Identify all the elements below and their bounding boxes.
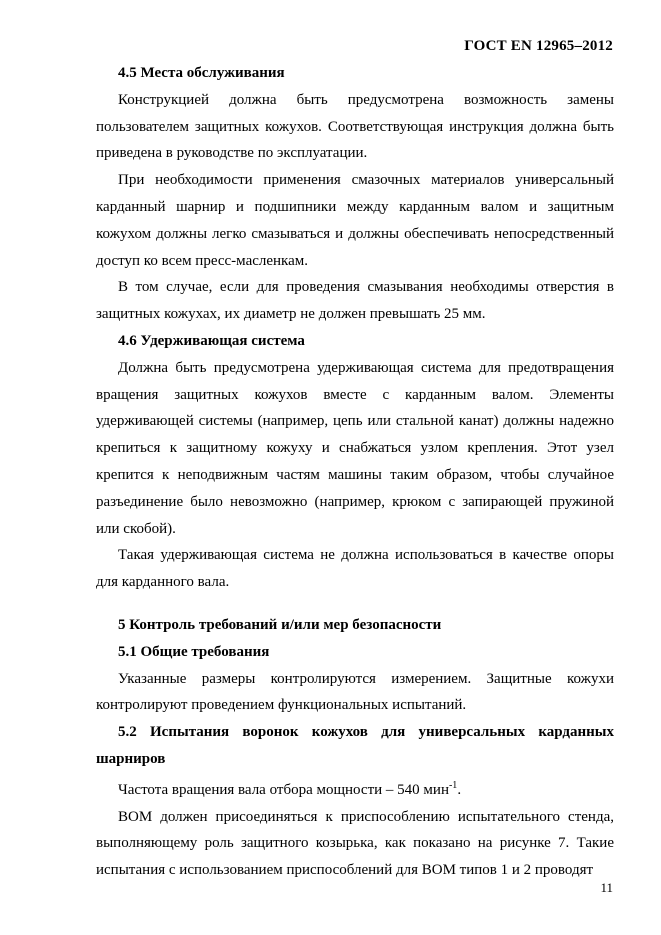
paragraph: Конструкцией должна быть предусмотрена возможность замены пользователем защитных кожухов. Соответствующая инструкция должна быть приведена в руководстве по эксплуатации.	[96, 91, 614, 162]
paragraph: При необходимости применения смазочных материалов универсальный карданный шарнир и подшипники между карданным валом и защитным кожухом должны легко смазываться и должны обеспечивать непосредственный доступ ко всем пресс-масленкам.	[96, 172, 614, 269]
section-heading-5-1: 5.1 Общие требования	[118, 643, 270, 660]
paragraph: Должна быть предусмотрена удерживающая система для предотвращения вращения защитных кожухов вместе с карданным валом. Элементы удерживающей системы (например, цепь или стальной канат) должны надежно крепиться к защитному кожуху и снабжаться узлом крепления. Этот узел крепится к неподвижным частям машины таким образом, чтобы случайное разъединение было невозможно (например, крюком с запирающей пружиной или скобой).	[96, 359, 614, 537]
paragraph: ВОМ должен присоединяться к приспособлению испытательного стенда, выполняющему роль защитного козырька, как показано на рисунке 7. Такие испытания с использованием приспособлений для ВОМ типов 1 и 2 проводят	[96, 808, 614, 879]
frequency-unit-exponent: -1	[448, 779, 458, 791]
paragraph: Такая удерживающая система не должна использоваться в качестве опоры для карданного вала.	[96, 547, 614, 591]
section-heading-5-2: 5.2 Испытания воронок кожухов для универсальных карданных шарниров	[96, 724, 614, 767]
section-heading-4-6: 4.6 Удерживающая система	[118, 332, 305, 349]
section-spacer	[96, 596, 614, 612]
frequency-text: Частота вращения вала отбора мощности – 540 мин	[118, 781, 449, 798]
frequency-period: .	[457, 781, 462, 798]
section-heading-4-5: 4.5 Места обслуживания	[118, 65, 285, 81]
section-heading-5: 5 Контроль требований и/или мер безопасности	[118, 616, 442, 633]
document-body	[96, 60, 614, 884]
page-number: 11	[600, 880, 613, 895]
standard-header: ГОСТ EN 12965–2012	[464, 38, 613, 54]
frequency-paragraph	[96, 773, 614, 804]
paragraph: В том случае, если для проведения смазывания необходимы отверстия в защитных кожухах, их диаметр не должен превышать 25 мм.	[96, 279, 614, 323]
paragraph: Указанные размеры контролируются измерением. Защитные кожухи контролируют проведением функциональных испытаний.	[96, 670, 614, 714]
